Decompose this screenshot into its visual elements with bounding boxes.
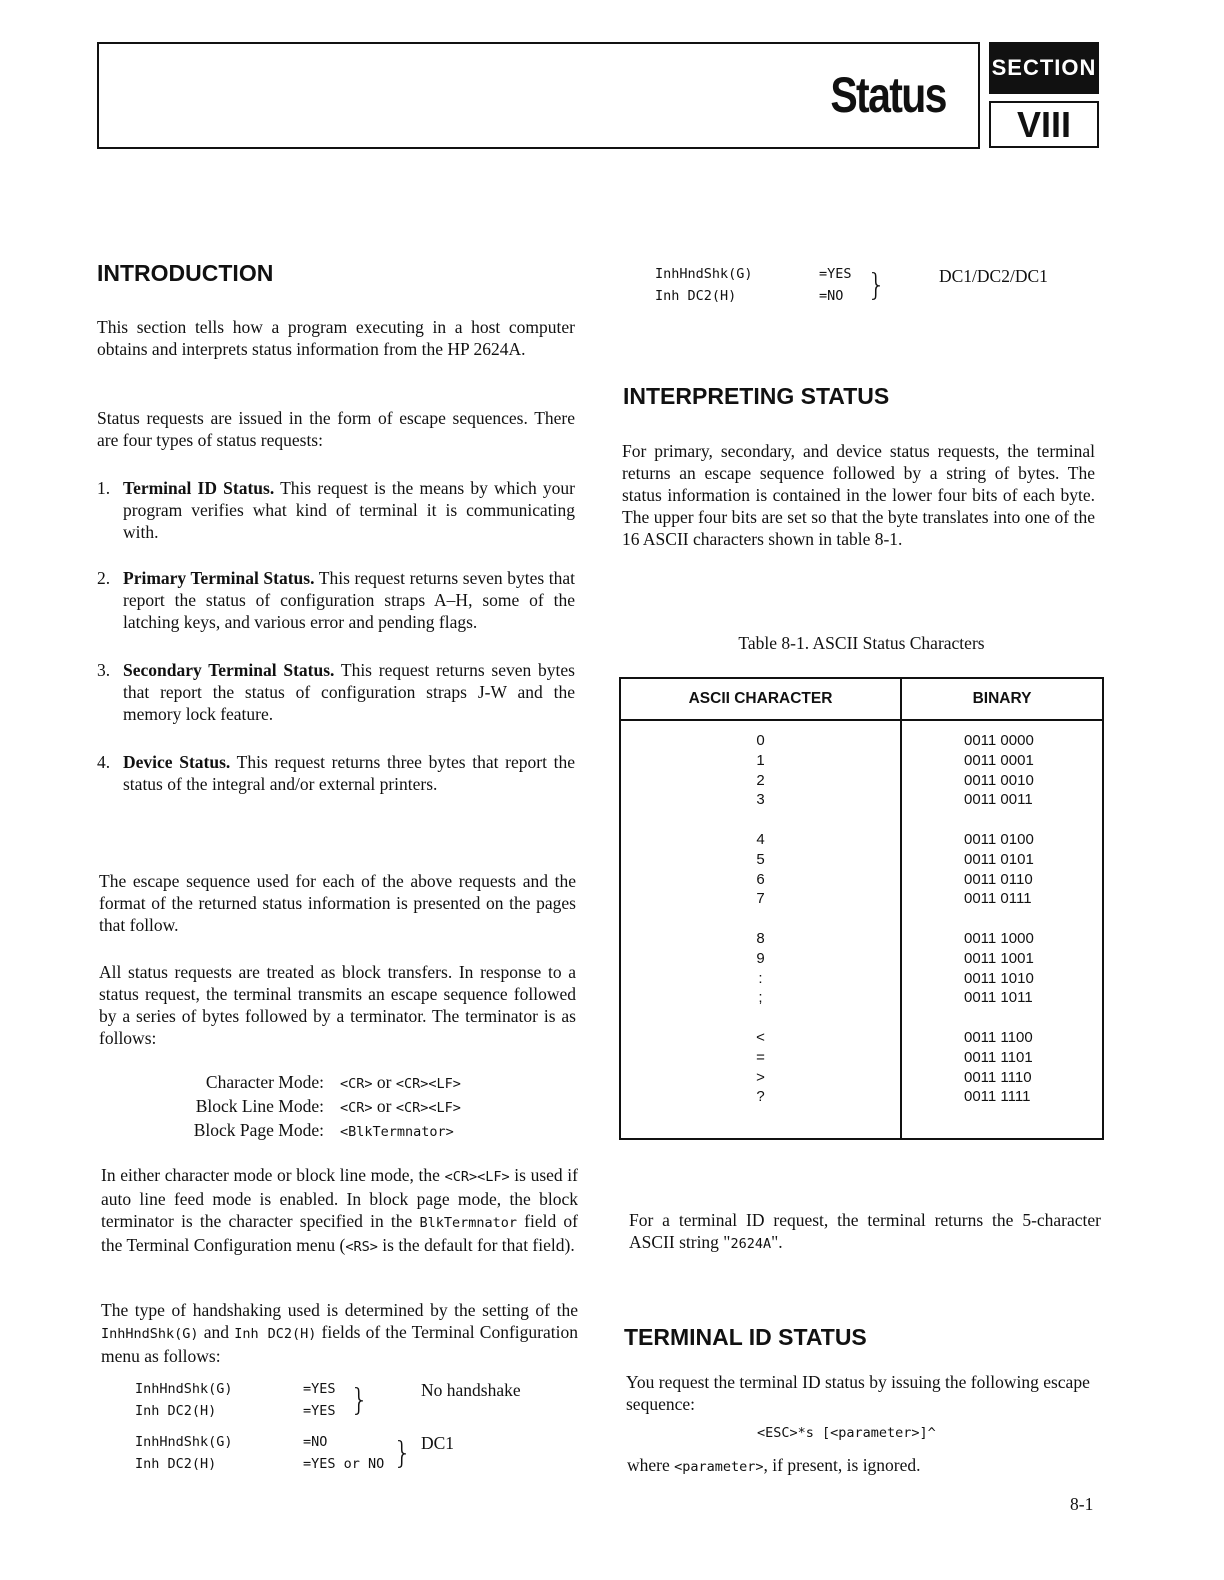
brace-icon: } [867, 268, 887, 303]
table-cell: 0011 1001 [964, 949, 1034, 967]
handshake-dc1-dc2-dc1: InhHndShk(G) Inh DC2(H) =YES =NO } DC1/DC2/DC1 [655, 266, 1048, 304]
table-cell: 0011 1011 [964, 989, 1033, 1007]
table-cell: : [758, 969, 763, 987]
introduction-heading: INTRODUCTION [97, 260, 274, 286]
binary-column [902, 721, 1102, 1140]
table-cell: 0011 0000 [964, 732, 1034, 749]
table-cell: 0011 0010 [964, 771, 1034, 789]
column-header-binary: BINARY [972, 690, 1032, 707]
terminal-id-request-paragraph: You request the terminal ID status by issuing the following escape sequence: [626, 1372, 1090, 1414]
page-title: Status [830, 67, 946, 123]
intro-paragraph-5: In either character mode or block line mode, the <CR><LF> is used if auto line feed mode is enabled. In block page mode, the block terminator is the character specified in the BlkTermnator field of the Terminal Configuration menu (<RS> is the default for that field). [101, 1165, 579, 1255]
page-number: 8-1 [1070, 1494, 1094, 1514]
table-cell: 0011 1000 [964, 929, 1034, 947]
table-cell: = [756, 1048, 765, 1066]
table-cell: 8 [756, 929, 765, 947]
column-header-ascii: ASCII CHARACTER [621, 679, 902, 719]
intro-paragraph-3: The escape sequence used for each of the above requests and the format of the returned status information is presented on the pages that follow. [99, 871, 576, 935]
escape-sequence: <ESC>*s [<parameter>]^ [757, 1425, 936, 1441]
table-cell: 0011 1110 [964, 1068, 1032, 1086]
terminal-id-status-heading: TERMINAL ID STATUS [624, 1324, 867, 1350]
ascii-status-table [619, 677, 1104, 1140]
table-cell: 0011 0001 [964, 751, 1034, 769]
list-item: 2. Primary Terminal Status. This request returns seven bytes that report the status of configuration straps A–H, some of the latching keys, and various error and pending flags. [97, 568, 575, 632]
section-number: VIII [989, 101, 1099, 148]
table-cell: 0011 0111 [964, 890, 1032, 908]
table-cell: 0011 1101 [964, 1048, 1033, 1066]
mode-row: Character Mode: <CR> or <CR><LF> [205, 1072, 461, 1092]
parameter-note: where <parameter>, if present, is ignored. [627, 1455, 921, 1475]
interpreting-status-heading: INTERPRETING STATUS [623, 383, 890, 409]
intro-paragraph-6: The type of handshaking used is determined by the setting of the InhHndShk(G) and Inh DC2(H) fields of the Terminal Configuration menu as follows: [101, 1300, 578, 1366]
table-caption: Table 8-1. ASCII Status Characters [738, 633, 985, 653]
table-cell: 7 [756, 890, 765, 908]
intro-paragraph-1: This section tells how a program executing in a host computer obtains and interprets status information from the HP 2624A. [97, 317, 575, 359]
table-cell: 0011 0011 [964, 791, 1033, 809]
table-cell: 6 [756, 870, 765, 888]
terminal-id-return-paragraph: For a terminal ID request, the terminal returns the 5-character ASCII string "2624A". [629, 1210, 1101, 1252]
table-cell: 3 [756, 791, 765, 809]
intro-paragraph-2: Status requests are issued in the form of escape sequences. There are four types of status requests: [97, 408, 575, 450]
table-cell: ? [756, 1088, 765, 1106]
mode-row: Block Page Mode: <BlkTermnator> [193, 1120, 454, 1140]
ascii-column [621, 721, 902, 1140]
handshake-dc1: InhHndShk(G) Inh DC2(H) =NO =YES or NO } DC1 [135, 1433, 455, 1472]
table-cell: 0011 1111 [964, 1088, 1031, 1106]
terminator-modes [150, 1071, 570, 1143]
handshake-no-handshake: InhHndShk(G) Inh DC2(H) =YES =YES } No handshake [135, 1380, 521, 1419]
intro-paragraph-4: All status requests are treated as block transfers. In response to a status request, the terminal transmits an escape sequence followed by a series of bytes followed by a terminator. The terminator is as follows: [99, 962, 576, 1048]
table-cell: > [756, 1068, 765, 1086]
table-cell: 0 [756, 732, 765, 749]
table-header [621, 679, 1102, 721]
table-cell: < [756, 1028, 765, 1046]
table-cell: 5 [756, 850, 765, 868]
table-cell: ; [758, 989, 763, 1007]
list-item: 1. Terminal ID Status. This request is the means by which your program verifies what kind of terminal it is communicating with. [97, 478, 576, 542]
brace-icon: } [350, 1383, 370, 1418]
table-cell: 0011 1100 [964, 1028, 1033, 1046]
list-item: 3. Secondary Terminal Status. This request returns seven bytes that report the status of configuration straps J-W and the memory lock feature. [97, 660, 575, 724]
table-cell: 9 [756, 949, 765, 967]
section-badge [989, 42, 1099, 150]
table-cell: 0011 1010 [964, 969, 1034, 987]
list-item: 4. Device Status. This request returns three bytes that report the status of the integral and/or external printers. [97, 752, 576, 794]
mode-row: Block Line Mode: <CR> or <CR><LF> [195, 1096, 461, 1116]
status-request-list [97, 477, 575, 795]
table-cell: 2 [756, 771, 765, 789]
table-cell: 0011 0100 [964, 830, 1034, 848]
interpreting-status-paragraph: For primary, secondary, and device status requests, the terminal returns an escape sequence followed by a string of bytes. The status information is contained in the lower four bits of each byte. The upper four bits are set so that the byte translates into one of the 16 ASCII characters shown in table 8-1. [622, 441, 1095, 549]
table-cell: 0011 0110 [964, 870, 1033, 888]
table-cell: 4 [756, 830, 765, 848]
table-body [621, 721, 1102, 1140]
brace-icon: } [393, 1436, 413, 1471]
table-cell: 1 [756, 751, 765, 769]
section-label: SECTION [989, 42, 1099, 94]
table-cell: 0011 0101 [964, 850, 1034, 868]
